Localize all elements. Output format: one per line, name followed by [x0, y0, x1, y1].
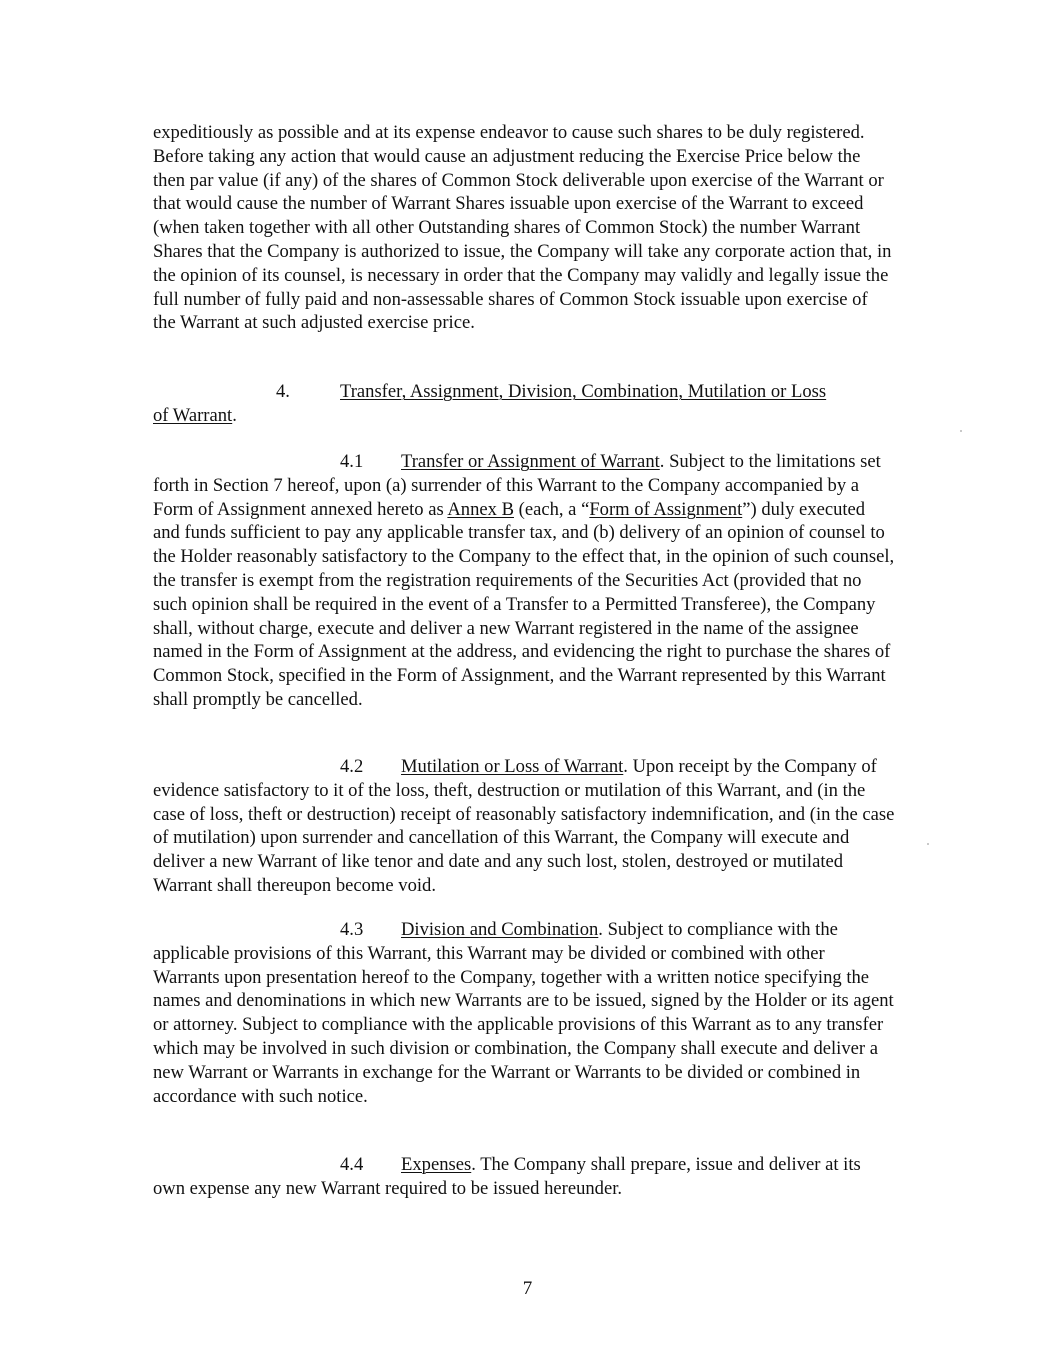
section-4-1-text-a: . Subject to the limitations set forth in Section 7 hereof, upon (a) surrender of this Warrant to the Company accompanied by a Form of Assignment annexed hereto as [153, 451, 881, 520]
section-4-3-number: 4.3 [340, 919, 364, 940]
form-of-assignment-term: Form of Assignment [589, 498, 743, 520]
section-4-title-end: . [232, 404, 237, 426]
section-4-title-part1: Transfer, Assignment, Division, Combination, Mutilation or Loss [340, 381, 827, 402]
section-4-1-title: Transfer or Assignment of Warrant [401, 451, 660, 472]
section-4-3-text: . Subject to compliance with the applicable provisions of this Warrant, this Warrant may be divided or combined with other Warrants upon presentation hereof to the Company, together with a written notice specifying the names and denominations in which new Warrants are to be issued, signed by the Holder or its agent or attorney. Subject to compliance with the applicable provisions of this Warrant as to any transfer which may be involved in such division or combination, the Company shall execute and deliver a new Warrant or Warrants in exchange for the Warrant or Warrants to be divided or combined in accordance with such notice. [153, 919, 894, 1107]
scan-speck [960, 430, 962, 432]
annex-b-term: Annex B [447, 498, 514, 520]
page-number: 7 [522, 1278, 533, 1299]
section-4-4-title: Expenses [401, 1154, 472, 1175]
section-4-title-part2: of Warrant [153, 404, 233, 426]
section-4-4-text: . The Company shall prepare, issue and deliver at its own expense any new Warrant required to be issued hereunder. [153, 1154, 861, 1199]
section-4-2-number: 4.2 [340, 756, 364, 777]
section-4-1-text-b: (each, a “ [513, 498, 590, 520]
intro-paragraph: expeditiously as possible and at its expense endeavor to cause such shares to be duly registered. Before taking any action that would cause an adjustment reducing the Exercise Price below the then par value (if any) of the shares of Common Stock deliverable upon exercise of the Warrant or that would cause the number of Warrant Shares issuable upon exercise of the Warrant to exceed (when taken together with all other Outstanding shares of Common Stock) the number Warrant Shares that the Company is authorized to issue, the Company will take any corporate action that, in the opinion of its counsel, is necessary in order that the Company may validly and legally issue the full number of fully paid and non-assessable shares of Common Stock issuable upon exercise of the Warrant at such adjusted exercise price. [153, 122, 892, 334]
section-4-number: 4. [276, 381, 290, 402]
scan-speck [927, 843, 929, 845]
section-4-1-text-c: ”) duly executed and funds sufficient to pay any applicable transfer tax, and (b) delivery of an opinion of counsel to the Holder reasonably satisfactory to the Company to the effect that, in the opinion of such counsel, the transfer is exempt from the registration requirements of the Securities Act (provided that no such opinion shall be required in the event of a Transfer to a Permitted Transferee), the Company shall, without charge, execute and deliver a new Warrant registered in the name of the assignee named in the Form of Assignment at the address, and evidencing the right to purchase the shares of Common Stock, specified in the Form of Assignment, and the Warrant represented by this Warrant shall promptly be cancelled. [153, 498, 895, 710]
section-4-1-paragraph [153, 450, 895, 712]
section-4-2-title: Mutilation or Loss of Warrant [401, 756, 624, 777]
section-4-3-title: Division and Combination [401, 919, 599, 940]
section-4-2-text: . Upon receipt by the Company of evidence satisfactory to it of the loss, theft, destruction or mutilation of this Warrant, and (in the case of loss, theft or destruction) receipt of reasonably satisfactory indemnification, and (in the case of mutilation) upon surrender and cancellation of this Warrant, the Company will execute and deliver a new Warrant of like tenor and date and any such lost, stolen, destroyed or mutilated Warrant shall thereupon become void. [153, 756, 895, 896]
section-4-4-paragraph [153, 1153, 895, 1201]
section-4-3-paragraph [153, 918, 895, 1108]
section-4-heading [153, 380, 895, 428]
section-4-2-paragraph [153, 755, 895, 898]
section-4-1-number: 4.1 [340, 451, 364, 472]
section-4-4-number: 4.4 [340, 1154, 364, 1175]
